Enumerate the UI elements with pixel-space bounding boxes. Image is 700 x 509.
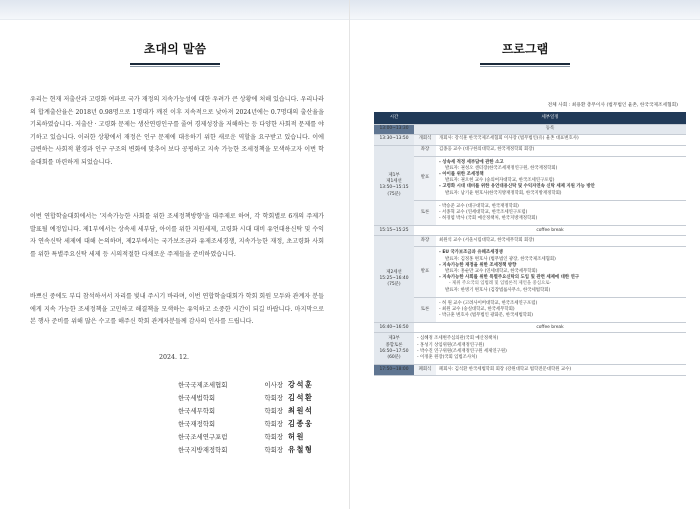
session3-time: 16:50~17:50: [379, 348, 409, 354]
program-table: [374, 112, 686, 376]
panelist: - 이정훈 원장(국회 입법조사처): [417, 354, 478, 360]
signatory-role: 학회장: [264, 407, 283, 415]
signatory-row: [178, 430, 328, 443]
opening-text: 개회사: 강석훈 한국국제조세협회 이사장 (법무법인(유) 율촌 대표변호사): [436, 134, 686, 145]
signatory-role: 학회장: [264, 394, 283, 402]
signatory-row: [178, 378, 328, 391]
signatory-role: 학회장: [264, 433, 283, 441]
table-row: [374, 145, 686, 156]
session3-subtitle: 종합토론: [385, 342, 403, 348]
break2-text: coffee break: [414, 323, 686, 333]
talk-presenter: 발표자: 김정홍 변호사 (법무법인 광장, 한국국제조세협회): [445, 256, 556, 262]
overall-chair-note: 전체 사회 : 최용환 총무이사 (법무법인 율촌, 한국국제조세협회): [547, 103, 678, 108]
signatory-name: 강석훈: [288, 379, 314, 389]
talk-subtitle: - 제위 주요국의 입법례 및 입법론적 제언을 중심으로-: [449, 281, 552, 287]
session2-title: 제2세션: [386, 270, 402, 276]
session1-chair-label: 좌장: [414, 145, 436, 156]
signatory-row: [178, 391, 328, 404]
table-row: [374, 134, 686, 145]
signatory-name: 최원석: [288, 405, 314, 415]
signatory-org: 한국세무학회: [178, 407, 216, 415]
session2-info: [374, 236, 414, 323]
talk-presenter: 발표자: 홍순만 교수 (연세대학교, 한국세무학회): [445, 268, 538, 274]
session1-duration: (75분): [387, 191, 401, 197]
table-row: [374, 247, 686, 297]
table-row: [374, 124, 686, 134]
table-row: [374, 236, 686, 247]
session1-present-label: 발표: [414, 156, 436, 200]
session2-time: 15:25~16:40: [379, 276, 409, 282]
title-rule: [480, 63, 570, 65]
session1-title: 제1부: [388, 173, 400, 178]
session1-discussants: [436, 200, 686, 226]
header-time: 시간: [374, 112, 414, 124]
closing-text: 폐회사: 김석환 한국세법학회 회장 (강원대학교 법학전문대학원 교수): [436, 365, 686, 376]
session3-info: [374, 333, 414, 365]
invitation-paragraph: 우리는 현재 저출산과 고령화 여파로 국가 재정의 지속가능성에 대한 우려가 큰 상황에 처해 있습니다. 우리나라의 합계출산율은 2018년 0.98명으로 1명대가 깨진 이후 지속적으로 낮아져 2024년에는 0.7명대의 출산율을 기록하였습니다. 저출산 · 고령화 문제는 생산연령인구를 줄여 경제성장을 저해하는 등 다양한 사회적 문제를 야기하고 있습니다. 이러한 상황에서 재정은 인구 문제에 대응하기 위한 새로운 역할을 요구받고 있습니다. 이에 급변하는 사회적 환경과 인구 구조의 변화에 맞추어 보다 공평하고 지속 가능한 조세정책을 모색하고자 이번 학술대회를 마련하게 되었습니다.: [30, 96, 324, 166]
title-rule-thin: [480, 66, 570, 67]
discussant: - 허 원 교수 (고려사이버대학교, 한국조세연구포럼): [439, 300, 538, 306]
closing-time: 17:50~18:00: [374, 365, 414, 376]
header-content: 세부일정: [414, 112, 686, 124]
discussant: - 서종혁 교수 (연세대학교, 한국조세연구포럼): [439, 209, 528, 215]
talk-presenter: 발표자: 한병기 변호사 (김장법률사무소, 한국세법학회): [445, 287, 551, 293]
session2-discuss-label: 토론: [414, 297, 436, 323]
signatory-row: [178, 417, 328, 430]
table-header-row: [374, 112, 686, 124]
panelist: - 심혜정 조세변주심의관(국회 예산정책처): [417, 336, 499, 342]
talk-presenter: 발표자: 남기윤 변호사(한국지방재정학회, 한국지방재정학회): [445, 190, 562, 196]
break1-time: 15:15~15:25: [374, 226, 414, 236]
signatory-row: [178, 443, 328, 456]
signatory-role: 학회장: [264, 446, 283, 454]
talk-title: - 지속가능한 재정을 위한 조세정책 방향: [439, 262, 517, 268]
opening-label: 개회식: [414, 134, 436, 145]
talk-presenter: 발표자: 권오현 교수 (숭의여자대학교, 한국조세연구포럼): [445, 178, 555, 184]
signatory-org: 한국조세연구포럼: [178, 433, 228, 441]
session2-chair-label: 좌장: [414, 236, 436, 247]
registration-text: 등록: [414, 124, 686, 134]
break2-time: 16:40~16:50: [374, 323, 414, 333]
invitation-paragraph: 바쁘신 중에도 부디 참석하셔서 자리를 빛내 주시기 바라며, 이번 연합학술대회가 학회 회원 모두와 관계자 분들에게 지속 가능한 조세정책을 고민하고 해결책을 모색하는 유익하고 소중한 시간이 되길 바랍니다. 마지막으로 본 행사 준비를 위해 많은 수고를 해주신 학회 관계자분들께 감사의 인사를 드립니다.: [30, 293, 324, 326]
signatory-org: 한국세법학회: [178, 394, 216, 402]
session1-time: 13:50~15:15: [379, 185, 409, 191]
session1-chair: 김종웅 교수 (대구한의대학교, 한국재정학회 회장): [436, 145, 686, 156]
discussant: - 박규훈 변호사 (법무법인 광화문, 한국세법학회): [439, 313, 533, 319]
panelist: - 홍성기 상임위원(조세재정연구원): [417, 342, 485, 348]
signatory-name: 허원: [288, 431, 305, 441]
talk-presenter: 발표자: 권성오 센터장(한국조세재정연구원, 한국재정학회): [445, 165, 558, 171]
break1-text: coffee break: [414, 226, 686, 236]
talk-title: - 아이를 위한 조세정책: [439, 171, 484, 177]
signatory-role: 이사장: [264, 381, 283, 389]
session2-duration: (75분): [387, 282, 401, 288]
signatory-row: [178, 404, 328, 417]
closing-label: 폐회식: [414, 365, 436, 376]
invitation-paragraph: 이번 연합학술대회에서는 '지속가능한 사회를 위한 조세정책방향'을 대주제로 하여, 각 학회별로 6개의 주제가 발표될 예정입니다. 제1부에서는 상속세 세부담, 아이를 위한 지원세제, 고령화 시대 대비 유언대용신탁 및 수익자 연속신탁 세제에 대해 논의하며, 제2부에서는 국가보조금과 유제조세경쟁, 지속가능한 재정, 초고령화 사회를 위한 특별주요신탁 세제 등 시의적절한 다채로운 주제들을 준비하였습니다.: [30, 213, 324, 258]
talk-title: - EU 국가보조금과 유해조세경쟁: [439, 250, 503, 256]
session1-discuss-label: 토론: [414, 200, 436, 226]
registration-time: 13:00~13:30: [374, 124, 414, 134]
table-row: [374, 323, 686, 333]
signatory-list: [178, 378, 328, 456]
session3-title: 제3부: [388, 336, 400, 342]
table-row: [374, 156, 686, 200]
signatory-name: 김종웅: [288, 418, 314, 428]
session2-discussants: [436, 297, 686, 323]
session2-talks: [436, 247, 686, 297]
session2-present-label: 발표: [414, 247, 436, 297]
program-title: 프로그램: [501, 42, 549, 56]
signatory-org: 한국국제조세협회: [178, 381, 228, 389]
invitation-title: 초대의 말씀: [143, 42, 207, 56]
signatory-org: 한국지방재정학회: [178, 446, 228, 454]
title-rule-thin: [130, 66, 220, 67]
session2-chair: 최원석 교수 (서울시립대학교, 한국세무학회 회장): [436, 236, 686, 247]
signatory-org: 한국재정학회: [178, 420, 216, 428]
signatory-name: 김석환: [288, 392, 314, 402]
discussant: - 최원 교수 (숭실대학교, 한국세무학회): [439, 306, 515, 312]
talk-title: - 지속가능한 사회를 위한 특별주요신탁의 도입 및 관련 세제에 대한 연구: [439, 275, 580, 281]
signatory-role: 학회장: [264, 420, 283, 428]
session3-items: [414, 333, 686, 365]
panelist: - 박수진 연구위원(조세재정연구원 세제연구원): [417, 348, 507, 354]
session1-info: [374, 145, 414, 226]
talk-title: - 상속세 적정 세부담에 관한 소고: [439, 159, 504, 165]
table-row: [374, 333, 686, 365]
opening-time: 13:30~13:50: [374, 134, 414, 145]
top-banner: [0, 0, 700, 20]
title-rule: [130, 63, 220, 65]
table-row: [374, 297, 686, 323]
discussant: - 박승준 교수 (대구대학교, 한국재정학회): [439, 203, 519, 209]
session3-duration: (60분): [387, 354, 401, 360]
table-row: [374, 200, 686, 226]
invitation-date: 2024. 12.: [159, 354, 190, 361]
session1-talks: [436, 156, 686, 200]
table-row: [374, 226, 686, 236]
page-fold: [349, 0, 350, 509]
talk-title: - 고령화 시대 대비를 위한 유언대용신탁 및 수익자연속 신탁 세제 지원 가능 방안: [439, 184, 595, 190]
table-row: [374, 365, 686, 376]
session1-subtitle: 제1세션: [386, 179, 402, 185]
discussant: - 허경엽 박사 (국회 예산정책처, 한국지방재정학회): [439, 216, 538, 222]
signatory-name: 유철형: [288, 444, 314, 454]
